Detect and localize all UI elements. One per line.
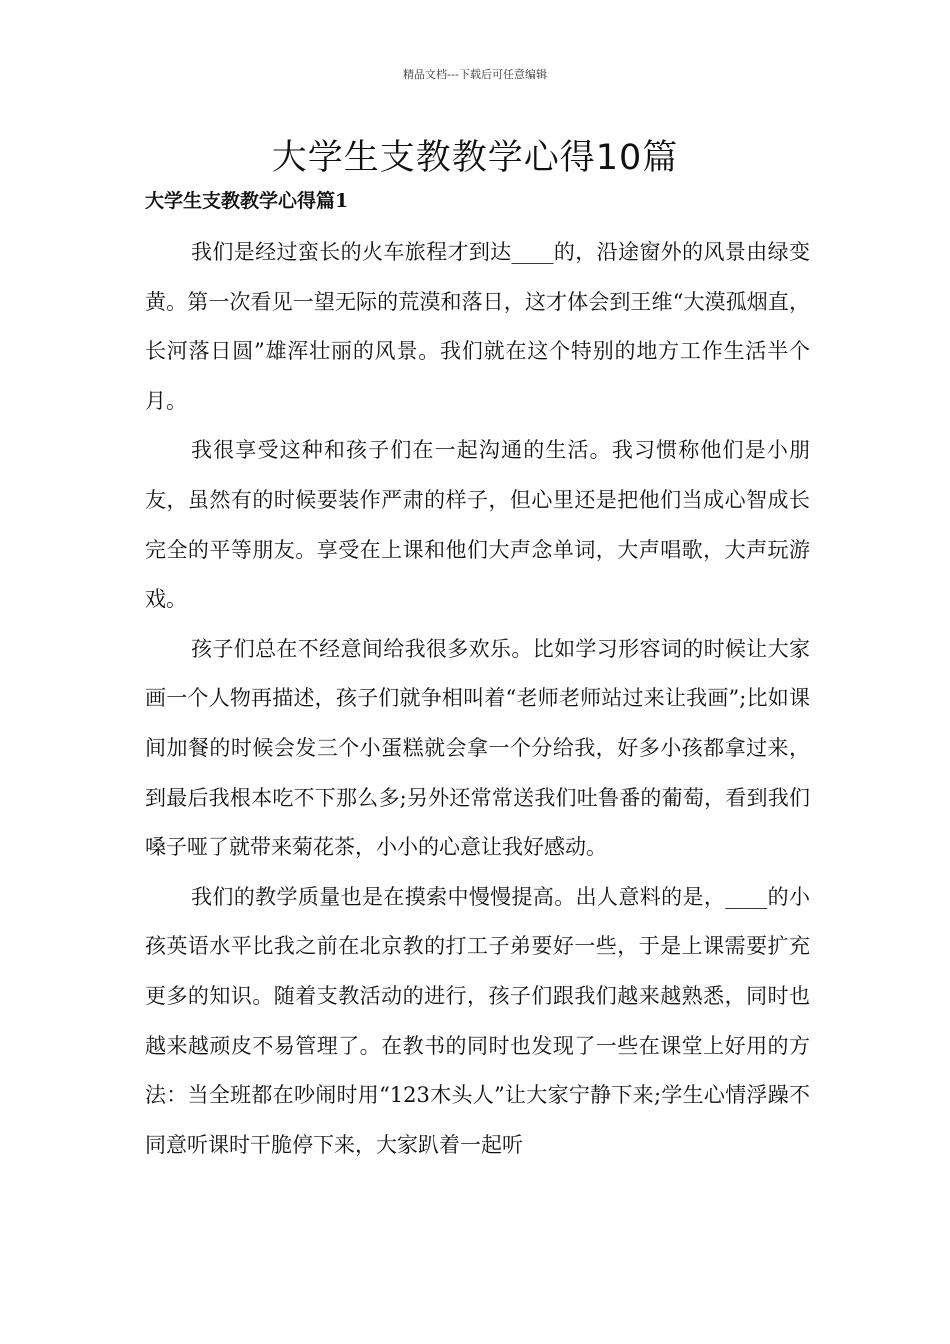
- section-title: 大学生支教教学心得篇1: [145, 190, 349, 212]
- paragraph: 我们的教学质量也是在摸索中慢慢提高。出人意料的是，____的小孩英语水平比我之前在北京教的打工子弟要好一些，于是上课需要扩充更多的知识。随着支教活动的进行，孩子们跟我们越来越熟悉，同时也越来越顽皮不易管理了。在教书的同时也发现了一些在课堂上好用的方法：当全班都在吵闹时用“123木头人”让大家宁静下来;学生心情浮躁不同意听课时干脆停下来，大家趴着一起听: [145, 884, 810, 1157]
- header-note: 精品文档---下载后可任意编辑: [403, 68, 547, 81]
- document-title: 大学生支教教学心得10篇: [271, 138, 679, 178]
- paragraph: 我很享受这种和孩子们在一起沟通的生活。我习惯称他们是小朋友，虽然有的时候要装作严肃的样子，但心里还是把他们当成心智成长完全的平等朋友。享受在上课和他们大声念单词，大声唱歌，大声玩游戏。: [145, 438, 810, 612]
- paragraph: 我们是经过蛮长的火车旅程才到达____的，沿途窗外的风景由绿变黄。第一次看见一望无际的荒漠和落日，这才体会到王维“大漠孤烟直，长河落日圆”雄浑壮丽的风景。我们就在这个特别的地方工作生活半个月。: [145, 240, 810, 413]
- paragraph: 孩子们总在不经意间给我很多欢乐。比如学习形容词的时候让大家画一个人物再描述，孩子们就争相叫着“老师老师站过来让我画”;比如课间加餐的时候会发三个小蛋糕就会拿一个分给我，好多小孩都拿过来，到最后我根本吃不下那么多;另外还常常送我们吐鲁番的葡萄，看到我们嗓子哑了就带来菊花茶，小小的心意让我好感动。: [145, 636, 810, 860]
- document-body: [145, 228, 810, 1170]
